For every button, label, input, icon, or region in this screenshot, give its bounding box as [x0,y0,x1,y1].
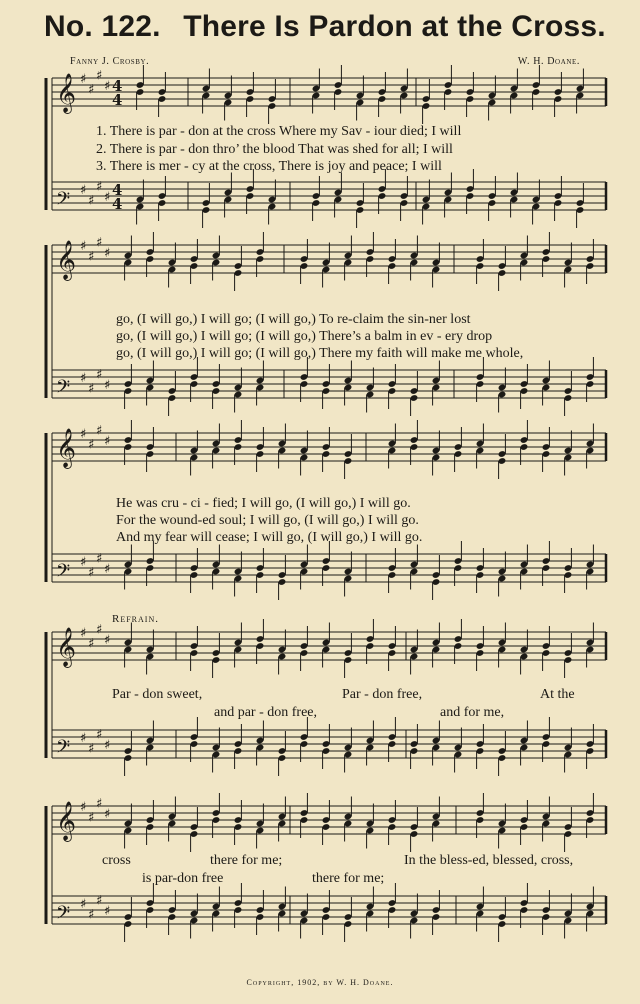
sharp-icon: ♯ [80,731,87,746]
sharp-icon: ♯ [96,423,103,439]
bass-clef-icon: 𝄢 [56,377,71,402]
time-signature-top: 4 [112,181,123,199]
sharp-icon: ♯ [104,562,111,577]
time-signature-top: 4 [112,77,123,95]
sharp-icon: ♯ [88,907,95,923]
sharp-icon: ♯ [104,807,111,822]
sharp-icon: ♯ [96,727,103,743]
sharp-icon: ♯ [88,565,95,581]
sharp-icon: ♯ [88,381,95,397]
refrain-upper-2: Par - don free, [342,687,423,702]
refrain-upper-1: Par - don sweet, [112,687,203,702]
sharp-icon: ♯ [104,378,111,393]
hymn-title: There Is Pardon at the Cross. [183,10,606,43]
sharp-icon: ♯ [80,72,87,87]
sharp-icon: ♯ [80,800,87,815]
treble-clef-icon: 𝄞 [56,73,77,113]
refrain-upper-3: At the [540,687,575,702]
sharp-icon: ♯ [80,555,87,570]
hymn-title-line [44,10,604,44]
sharp-icon: ♯ [104,246,111,261]
hymn-number: No. 122. [44,10,161,43]
refrain-upper-4: cross [102,853,131,868]
refrain-lower-4: there for me; [312,871,385,886]
bass-clef-icon: 𝄢 [56,903,71,928]
time-signature-bottom: 4 [112,195,123,213]
refrain-label: Refrain. [112,613,159,625]
sharp-icon: ♯ [96,235,103,251]
author-credit: Fanny J. Crosby. [70,56,150,67]
bass-clef-icon: 𝄢 [56,737,71,762]
sharp-icon: ♯ [88,810,95,826]
sharp-icon: ♯ [96,893,103,909]
time-signature-bottom: 4 [112,91,123,109]
system2-verse2: go, (I will go,) I will go; (I will go,) There’s a balm in ev - ery drop [116,329,493,344]
sharp-icon: ♯ [80,427,87,442]
system1-verse2: 2. There is par - don thro’ the blood That was shed for all; I will [96,142,453,157]
sharp-icon: ♯ [96,622,103,638]
sharp-icon: ♯ [88,249,95,265]
refrain-upper-5: there for me; [210,853,283,868]
sharp-icon: ♯ [96,367,103,383]
sharp-icon: ♯ [104,633,111,648]
system1-verse1: 1. There is par - don at the cross Where my Sav - iour died; I will [96,124,462,139]
sharp-icon: ♯ [104,79,111,94]
sharp-icon: ♯ [96,68,103,84]
treble-clef-icon: 𝄞 [56,801,77,841]
sharp-icon: ♯ [104,190,111,205]
sharp-icon: ♯ [104,904,111,919]
sharp-icon: ♯ [80,371,87,386]
sharp-icon: ♯ [88,437,95,453]
bass-clef-icon: 𝄢 [56,561,71,586]
refrain-lower-1: and par - don free, [214,705,318,720]
system2-verse3: go, (I will go,) I will go; (I will go,) There my faith will make me whole, [116,346,524,361]
sharp-icon: ♯ [96,179,103,195]
copyright-notice: Copyright, 1902, by W. H. Doane. [246,978,394,987]
sharp-icon: ♯ [80,897,87,912]
sharp-icon: ♯ [88,82,95,98]
system3-verse1: He was cru - ci - fied; I will go, (I will go,) I will go. [116,496,411,511]
sharp-icon: ♯ [96,796,103,812]
system2-verse1: go, (I will go,) I will go; (I will go,) To re-claim the sin-ner lost [116,312,471,327]
treble-clef-icon: 𝄞 [56,627,77,667]
sharp-icon: ♯ [80,239,87,254]
sharp-icon: ♯ [104,738,111,753]
sharp-icon: ♯ [80,183,87,198]
sharp-icon: ♯ [88,193,95,209]
treble-clef-icon: 𝄞 [56,428,77,468]
sharp-icon: ♯ [88,636,95,652]
sharp-icon: ♯ [80,626,87,641]
refrain-lower-3: is par-don free [142,871,224,886]
sharp-icon: ♯ [96,551,103,567]
refrain-upper-6: In the bless-ed, blessed, cross, [404,853,574,868]
system3-verse3: And my fear will cease; I will go, (I will go,) I will go. [116,530,423,545]
refrain-lower-2: and for me, [440,705,505,720]
system1-verse3: 3. There is mer - cy at the cross, There is joy and peace; I will [96,159,442,174]
composer-credit: W. H. Doane. [517,56,580,67]
bass-clef-icon: 𝄢 [56,189,71,214]
sharp-icon: ♯ [104,434,111,449]
system3-verse2: For the wound-ed soul; I will go, (I will go,) I will go. [116,513,419,528]
treble-clef-icon: 𝄞 [56,240,77,280]
sharp-icon: ♯ [88,741,95,757]
